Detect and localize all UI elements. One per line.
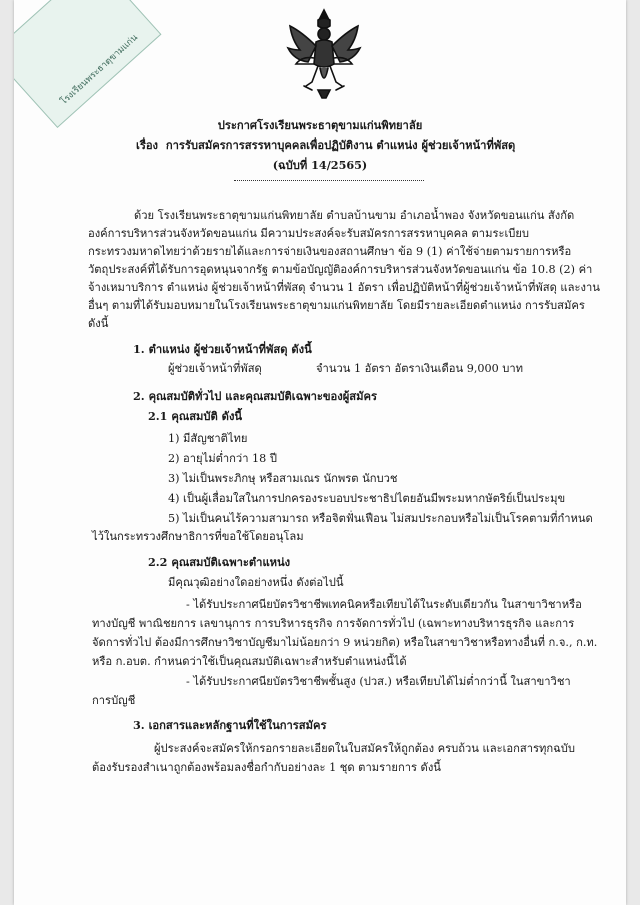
qualification-item: 5) ไม่เป็นคนไร้ความสามารถ หรือจิตฟั่นเฟือน ไม่สมประกอบหรือไม่เป็นโรคตามที่กำหนด [168,512,593,525]
qualification-item: 4) เป็นผู้เลื่อมใสในการปกครองระบอบประชาธิปไตยอันมีพระมหากษัตริย์เป็นประมุข [168,492,566,505]
document-title: ประกาศโรงเรียนพระธาตุขามแก่นพิทยาลัย [217,118,423,132]
qual1-line-4: หรือ ก.อบต. กำหนดว่าใช้เป็นคุณสมบัติเฉพาะสำหรับตำแหน่งนี้ได้ [92,655,407,668]
subject-text: การรับสมัครการสรรหาบุคคลเพื่อปฏิบัติงาน ตำแหน่ง ผู้ช่วยเจ้าหน้าที่พัสดุ [165,138,516,152]
section-1-position: ผู้ช่วยเจ้าหน้าที่พัสดุ [168,362,262,375]
section-3-line-2: ต้องรับรองสำเนาถูกต้องพร้อมลงชื่อกำกับอย่างละ 1 ชุด ตามรายการ ดังนี้ [92,761,441,774]
qualification-item-cont: ไว้ในกระทรวงศึกษาธิการที่ขอใช้โดยอนุโลม [92,530,304,543]
intro-line-7: ดังนี้ [88,317,109,330]
qual1-line-1: - ได้รับประกาศนียบัตรวิชาชีพเทคนิคหรือเทียบได้ในระดับเดียวกัน ในสาขาวิชาหรือ [186,598,582,611]
qualification-item: 1) มีสัญชาติไทย [168,432,248,445]
qualification-item: 3) ไม่เป็นพระภิกษุ หรือสามเณร นักพรต นักบวช [168,472,398,485]
intro-line-6: อื่นๆ ตามที่ได้รับมอบหมายในโรงเรียนพระธาตุขามแก่นพิทยาลัย โดยมีรายละเอียดตำแหน่ง การรับสมัคร [88,299,585,312]
section-2-1-heading: 2.1 คุณสมบัติ ดังนี้ [148,409,243,423]
intro-line-4: วัตถุประสงค์ที่ได้รับการอุดหนุนจากรัฐ ตามข้อบัญญัติองค์การบริหารส่วนจังหวัดขอนแก่น ข้อ 10.8 (2) ค่า [88,263,593,276]
intro-line-2: องค์การบริหารส่วนจังหวัดขอนแก่น มีความประสงค์จะรับสมัครการสรรหาบุคคล ตามระเบียบ [88,227,530,240]
document-page [14,0,626,905]
section-2-heading: 2. คุณสมบัติทั่วไป และคุณสมบัติเฉพาะของผู้สมัคร [133,389,377,403]
garuda-emblem-icon [282,6,366,102]
qual1-line-3: จัดการทั่วไป ต้องมีการศึกษาวิชาบัญชีมาไม่น้อยกว่า 9 หน่วยกิต) หรือในสาขาวิชาหรือทางอื่นที่ ก.จ., ก.ท. [92,636,598,649]
qual2-line-2: การบัญชี [92,694,136,707]
subject-line [136,138,515,152]
subject-prefix: เรื่อง [136,138,159,152]
intro-line-3: กระทรวงมหาดไทยว่าด้วยรายได้และการจ่ายเงินของสถานศึกษา ข้อ 9 (1) ค่าใช้จ่ายตามรายการหรือ [88,245,572,258]
section-2-2-intro: มีคุณวุฒิอย่างใดอย่างหนึ่ง ดังต่อไปนี้ [168,576,344,589]
section-1-detail: จำนวน 1 อัตรา อัตราเงินเดือน 9,000 บาท [316,362,524,375]
corner-stamp [14,0,161,128]
intro-line-1: ด้วย โรงเรียนพระธาตุขามแก่นพิทยาลัย ตำบลบ้านขาม อำเภอน้ำพอง จังหวัดขอนแก่น สังกัด [134,209,575,222]
section-3-heading: 3. เอกสารและหลักฐานที่ใช้ในการสมัคร [133,718,327,732]
issue-number: (ฉบับที่ 14/2565) [272,158,368,172]
qual2-line-1: - ได้รับประกาศนียบัตรวิชาชีพชั้นสูง (ปวส.) หรือเทียบได้ไม่ต่ำกว่านี้ ในสาขาวิชา [186,675,571,688]
stamp-text: โรงเรียนพระธาตุขามแก่น [58,32,140,108]
separator-dots [234,180,424,181]
section-1-heading: 1. ตำแหน่ง ผู้ช่วยเจ้าหน้าที่พัสดุ ดังนี้ [133,342,312,356]
qual1-line-2: ทางบัญชี พาณิชยการ เลขานุการ การบริหารธุรกิจ การจัดการทั่วไป (เฉพาะทางบริหารธุรกิจ และการ [92,617,575,630]
section-3-line-1: ผู้ประสงค์จะสมัครให้กรอกรายละเอียดในใบสมัครให้ถูกต้อง ครบถ้วน และเอกสารทุกฉบับ [154,742,575,755]
qualification-item: 2) อายุไม่ต่ำกว่า 18 ปี [168,452,277,465]
intro-line-5: จ้างเหมาบริการ ตำแหน่ง ผู้ช่วยเจ้าหน้าที่พัสดุ จำนวน 1 อัตรา เพื่อปฏิบัติหน้าที่ผู้ช่วยเจ้าหน้าที่พัสดุ และงาน [88,281,600,294]
section-2-2-heading: 2.2 คุณสมบัติเฉพาะตำแหน่ง [148,555,291,569]
